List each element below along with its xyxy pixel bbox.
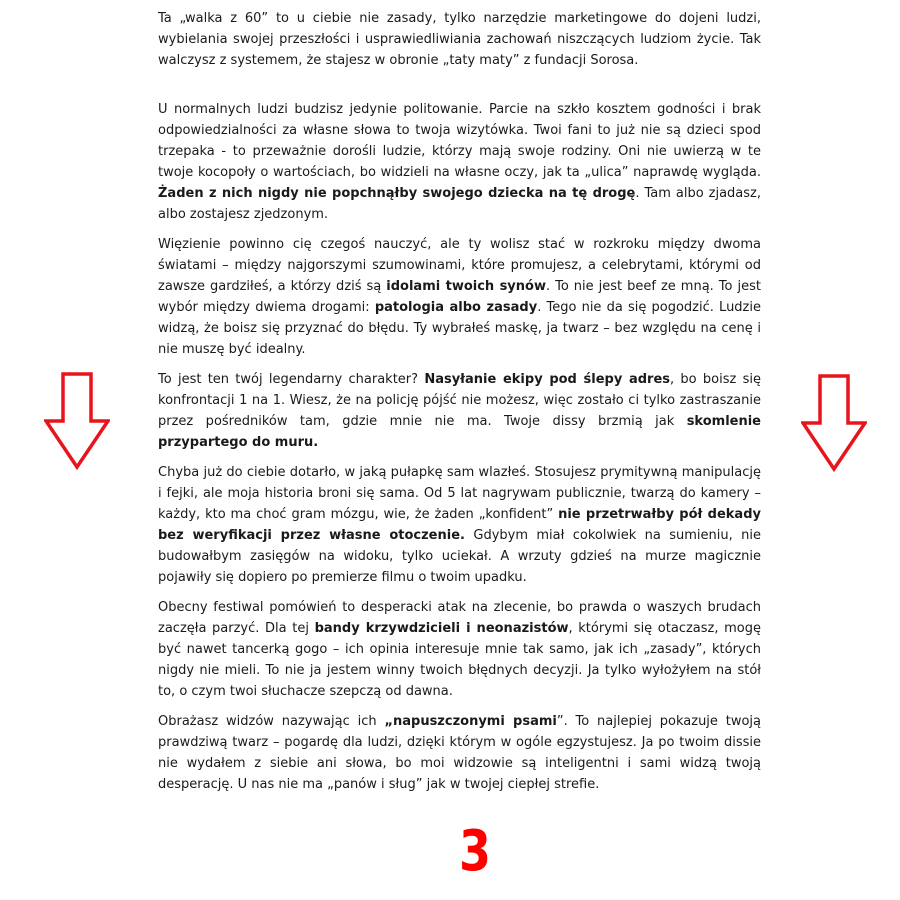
paragraph — [158, 462, 761, 588]
bold-text-run: skomlenie przypartego do muru. — [158, 414, 761, 450]
paragraph — [158, 597, 761, 702]
bold-text-run: Nasyłanie ekipy pod ślepy adres — [424, 372, 671, 387]
paragraph — [158, 369, 761, 453]
down-arrow-left-shape — [46, 374, 108, 467]
text-run: Więzienie powinno cię czegoś nauczyć, ale ty wolisz stać w rozkroku między dwoma światami – między najgorszymi szumowinami, które promujesz, a celebrytami, którymi od zawsze gardziłeś, a którzy dziś są — [158, 237, 761, 294]
text-run: Ta „walka z 60” to u ciebie nie zasady, tylko narzędzie marketingowe do dojeni ludzi, wybielania swojej przeszłości i usprawiedliwiania zachowań niszczących ludziom życie. Tak walczysz z systemem, że stajesz w obronie „taty maty” z fundacji Sorosa. — [158, 11, 761, 68]
down-arrow-left-icon — [44, 372, 110, 470]
text-run: , bo boisz się konfrontacji 1 na 1. Wiesz, że na policję pójść nie możesz, więc zostało ci tylko zastraszanie przez pośredników tam, gdzie mnie nie ma. Twoje dissy brzmią jak — [158, 372, 761, 429]
down-arrow-right-shape — [803, 376, 865, 469]
text-run: , którymi się otaczasz, mogę być nawet tancerką gogo – ich opinia interesuje mnie tak samo, jak ich „zasady”, których nigdy nie mieli. To nie ja jestem winny twoich błędnych decyzji. Ja tylko wyłożyłem na stół to, o czym twoi słuchacze szepczą od dawna. — [158, 621, 761, 699]
down-arrow-right-icon — [801, 374, 867, 472]
paragraph — [158, 711, 761, 795]
letter-body — [158, 8, 761, 804]
text-run: U normalnych ludzi budzisz jedynie politowanie. Parcie na szkło kosztem godności i brak odpowiedzialności za własne słowa to twoja wizytówka. Twoi fani to już nie są dzieci spod trzepaka - to przeważnie dorośli ludzie, którzy mają swoje rodziny. Oni nie uwierzą w te twoje kocopoły o wartościach, bo widzieli na własne oczy, jak ta „ulica” naprawdę wygląda. — [158, 102, 761, 180]
text-run: Obecny festiwal pomówień to desperacki atak na zlecenie, bo prawda o waszych brudach zaczęła parzyć. Dla tej — [158, 600, 761, 636]
text-run: . Tego nie da się pogodzić. Ludzie widzą, że boisz się przyznać do błędu. Ty wybrałeś maskę, ja twarz – bez względu na cenę i nie muszę być idealny. — [158, 300, 761, 357]
paragraph — [158, 99, 761, 225]
bold-text-run: „napuszczonymi psami — [384, 714, 557, 729]
text-run: To jest ten twój legendarny charakter? — [158, 372, 425, 387]
text-run: . To nie jest beef ze mną. To jest wybór między dwiema drogami: — [158, 279, 761, 315]
text-run: Gdybym miał cokolwiek na sumieniu, nie budowałbym zasięgów na widoku, tylko uciekał. A wrzuty gdzieś na murze magicznie pojawiły się dopiero po premierze filmu o twoim upadku. — [158, 528, 761, 585]
bold-text-run: Żaden z nich nigdy nie popchnąłby swojego dziecka na tę drogę — [158, 186, 636, 201]
text-run: . Tam albo zjadasz, albo zostajesz zjedzonym. — [158, 186, 761, 222]
text-run: ”. To najlepiej pokazuje twoją prawdziwą twarz – pogardę dla ludzi, dzięki którym w ogóle egzystujesz. Ja po twoim dissie nie wydałem z siebie ani słowa, bo moi widzowie są inteligentni i sami widzą twoją desperację. U nas nie ma „panów i sług” jak w twojej ciepłej strefie. — [158, 714, 761, 792]
paragraph — [158, 8, 761, 71]
bold-text-run: bandy krzywdzicieli i neonazistów — [314, 621, 569, 636]
text-run: Chyba już do ciebie dotarło, w jaką pułapkę sam wlazłeś. Stosujesz prymitywną manipulację i fejki, ale moja historia broni się sama. Od 5 lat nagrywam publicznie, twarzą do kamery – każdy, kto ma choć gram mózgu, wie, że żaden „konfident” — [158, 465, 761, 522]
page-number: 3 — [459, 819, 491, 884]
bold-text-run: nie przetrwałby pół dekady bez weryfikacji przez własne otoczenie. — [158, 507, 761, 543]
text-run: Obrażasz widzów nazywając ich — [158, 714, 385, 729]
bold-text-run: idolami twoich synów — [386, 279, 546, 294]
paragraph — [158, 234, 761, 360]
bold-text-run: patologia albo zasady — [374, 300, 538, 315]
